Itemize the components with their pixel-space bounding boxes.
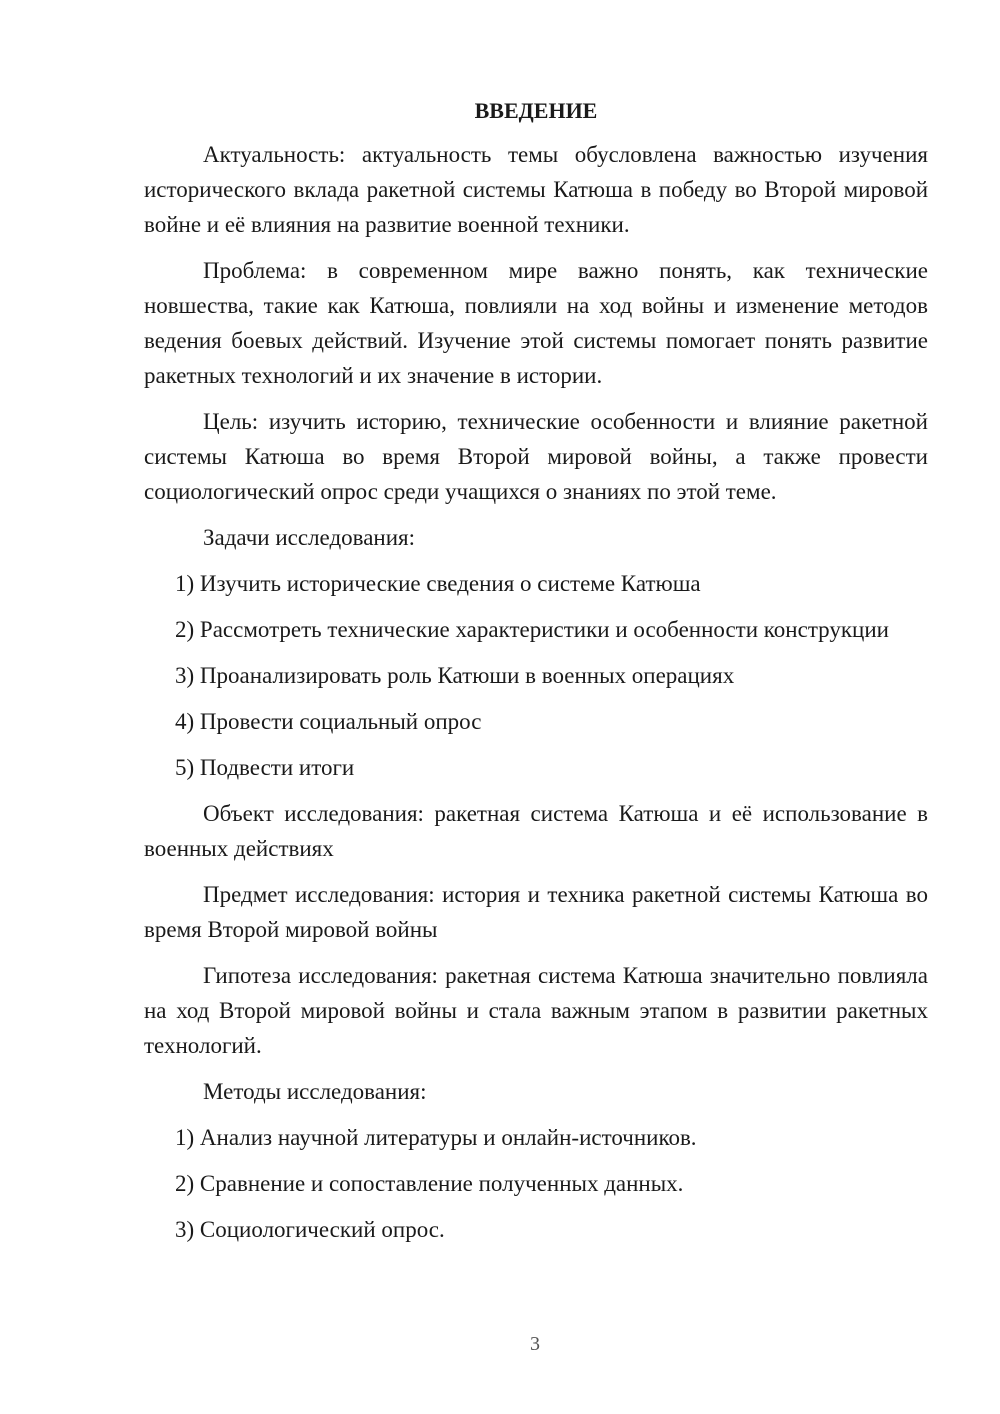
document-body [144,96,928,1258]
page-number: 3 [530,1333,540,1355]
hypothesis-paragraph: Гипотеза исследования: ракетная система Катюша значительно повлияла на ход Второй мировой войны и стала важным этапом в развитии ракетных технологий. [144,963,928,1058]
relevance-paragraph: Актуальность: актуальность темы обусловлена важностью изучения исторического вклада ракетной системы Катюша в победу во Второй мировой войне и её влияния на развитие военной техники. [144,142,928,237]
methods-heading: Методы исследования: [203,1079,427,1104]
subject-paragraph: Предмет исследования: история и техника ракетной системы Катюша во время Второй мировой войны [144,882,928,942]
list-item: 2) Сравнение и сопоставление полученных данных. [175,1171,684,1196]
list-item: 1) Анализ научной литературы и онлайн-источников. [175,1125,697,1150]
list-item: 3) Социологический опрос. [175,1217,445,1242]
goal-paragraph: Цель: изучить историю, технические особенности и влияние ракетной системы Катюша во время Второй мировой войны, а также провести социологический опрос среди учащихся о знаниях по этой теме. [144,409,928,504]
list-item: 2) Рассмотреть технические характеристики и особенности конструкции [175,617,889,642]
object-paragraph: Объект исследования: ракетная система Катюша и её использование в военных действиях [144,801,928,861]
tasks-heading: Задачи исследования: [203,525,416,550]
list-item: 4) Провести социальный опрос [175,709,482,734]
problem-paragraph: Проблема: в современном мире важно понять, как технические новшества, такие как Катюша, повлияли на ход войны и изменение методов ведения боевых действий. Изучение этой системы помогает понять развитие ракетных технологий и их значение в истории. [144,258,928,388]
list-item: 5) Подвести итоги [175,755,355,780]
page-title: ВВЕДЕНИЕ [474,98,598,123]
list-item: 1) Изучить исторические сведения о системе Катюша [175,571,701,596]
list-item: 3) Проанализировать роль Катюши в военных операциях [175,663,735,688]
